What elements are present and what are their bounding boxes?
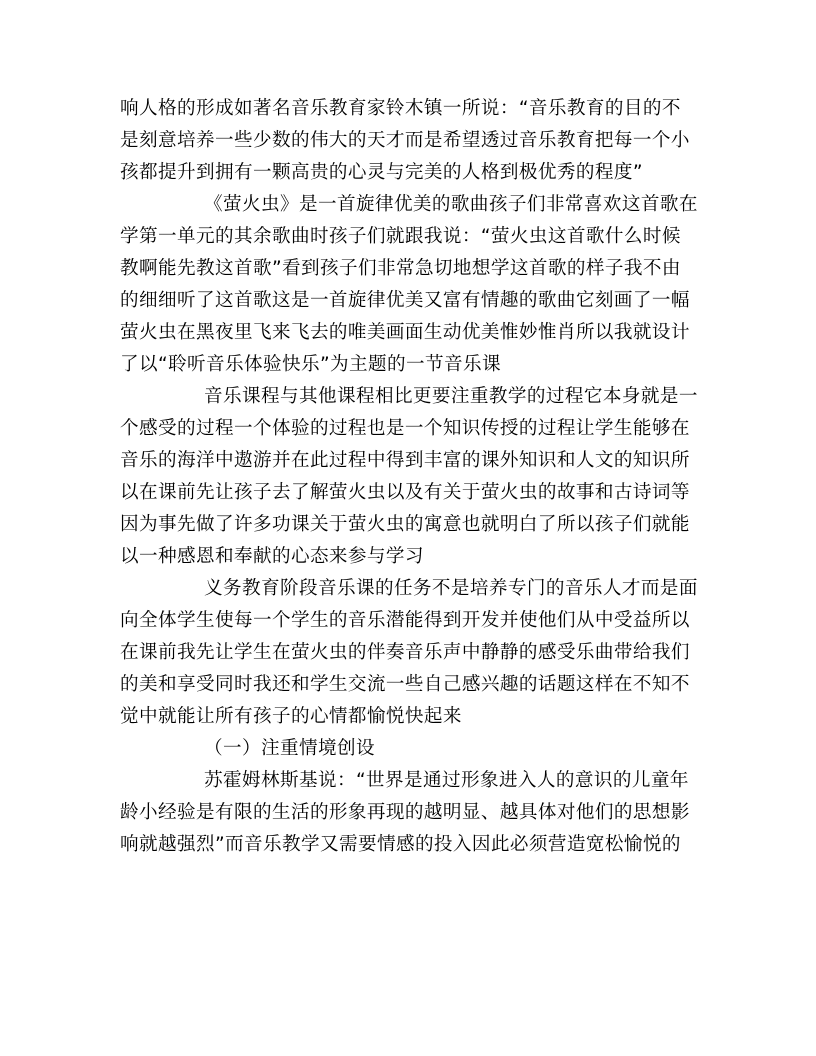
text-line: 在课前我先让学生在萤火虫的伴奏音乐声中静静的感受乐曲带给我们 xyxy=(120,642,690,663)
text-line: 苏霍姆林斯基说：“世界是通过形象进入人的意识的儿童年 xyxy=(204,770,689,791)
text-line: 的细细听了这首歌这是一首旋律优美又富有情趣的歌曲它刻画了一幅 xyxy=(120,290,690,311)
text-line: 音乐的海洋中遨游并在此过程中得到丰富的课外知识和人文的知识所 xyxy=(120,450,690,471)
paragraph-2 xyxy=(120,189,700,381)
text-line: 是刻意培养一些少数的伟大的天才而是希望透过音乐教育把每一个小 xyxy=(120,130,690,151)
paragraph-5 xyxy=(120,765,700,861)
text-line: 的美和享受同时我还和学生交流一些自己感兴趣的话题这样在不知不 xyxy=(120,674,690,695)
text-line: 《萤火虫》是一首旋律优美的歌曲孩子们非常喜欢这首歌在 xyxy=(204,194,698,215)
text-line: 了以“聆听音乐体验快乐”为主题的一节音乐课 xyxy=(120,354,501,375)
text-line: 个感受的过程一个体验的过程也是一个知识传授的过程让学生能够在 xyxy=(120,418,690,439)
section-heading xyxy=(120,733,700,765)
text-line: 龄小经验是有限的生活的形象再现的越明显、越具体对他们的思想影 xyxy=(120,802,690,823)
text-line: 响就越强烈”而音乐教学又需要情感的投入因此必须营造宽松愉悦的 xyxy=(120,834,681,855)
text-line: 觉中就能让所有孩子的心情都愉悦快起来 xyxy=(120,706,462,727)
paragraph-4 xyxy=(120,573,700,733)
paragraph-3 xyxy=(120,381,700,573)
text-line: 响人格的形成如著名音乐教育家铃木镇一所说：“音乐教育的目的不 xyxy=(120,98,681,119)
text-line: 以一种感恩和奉献的心态来参与学习 xyxy=(120,546,424,567)
text-line: 义务教育阶段音乐课的任务不是培养专门的音乐人才而是面 xyxy=(204,578,698,599)
text-line: 以在课前先让孩子去了解萤火虫以及有关于萤火虫的故事和古诗词等 xyxy=(120,482,690,503)
text-line: 向全体学生使每一个学生的音乐潜能得到开发并使他们从中受益所以 xyxy=(120,610,690,631)
text-line: 教啊能先教这首歌”看到孩子们非常急切地想学这首歌的样子我不由 xyxy=(120,258,681,279)
text-line: 音乐课程与其他课程相比更要注重教学的过程它本身就是一 xyxy=(204,386,698,407)
paragraph-1 xyxy=(120,93,700,189)
document-body xyxy=(120,93,700,861)
text-line: 因为事先做了许多功课关于萤火虫的寓意也就明白了所以孩子们就能 xyxy=(120,514,690,535)
section-heading-text: （一）注重情境创设 xyxy=(204,738,375,759)
text-line: 萤火虫在黑夜里飞来飞去的唯美画面生动优美惟妙惟肖所以我就设计 xyxy=(120,322,690,343)
text-line: 学第一单元的其余歌曲时孩子们就跟我说：“萤火虫这首歌什么时候 xyxy=(120,226,681,247)
text-line: 孩都提升到拥有一颗高贵的心灵与完美的人格到极优秀的程度” xyxy=(120,162,643,183)
